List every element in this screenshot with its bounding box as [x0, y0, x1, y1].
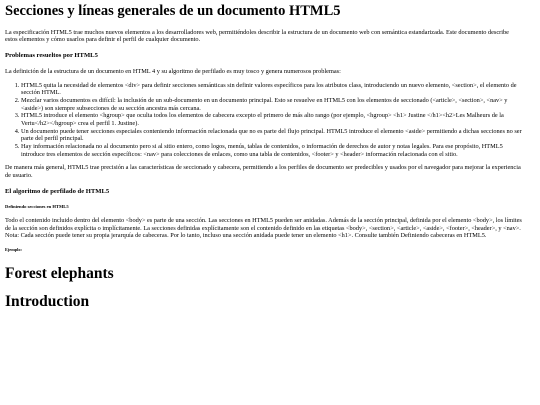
list-item: 5. Hay información relacionada no al documento pero si al sitio entero, como logos, menús, tablas de contenidos, o información de derechos de autor y notas legales. Para ese propósito, HTML5 introduce tres elementos de sección específicos: <nav> para colecciones de enlaces, como una tabla de contenidos, <footer> y <header> información relacionada con el sitio.: [21, 143, 523, 158]
intro-paragraph: La especificación HTML5 trae muchos nuevos elementos a los desarrolladores web, permitiéndoles describir la estructura de un documento web con semántica estandarizada. Este documento describe estos elementos y cómo usarlos para definir el perfil de cualquier documento.: [5, 28, 509, 44]
summary-paragraph: De manera más general, HTML5 trae precisión a las características de seccionado y cabecera, permitiendo a los perfiles de documento ser predecibles y usados por el navegador para mejorar la experiencia de usuario.: [5, 164, 521, 179]
problems-intro-paragraph: La definición de la estructura de un documento en HTML 4 y su algoritmo de perfilado es muy tosco y genera numerosos problemas:: [5, 67, 341, 75]
problems-heading: Problemas resueltos por HTML5: [5, 52, 98, 60]
list-item: 4. Un documento puede tener secciones especiales conteniendo información relacionada que no es parte del flujo principal. HTML5 introduce el elemento <aside> permitiendo a dichas secciones no ser parte del perfil principal.: [21, 128, 523, 143]
example-heading-introduction: Introduction: [5, 293, 90, 311]
list-item: 2. Mezclar varios documentos es difícil: la inclusión de un sub-documento en un documento principal. Esto se resuelve en HTML5 con los elementos de seccionado (<article>, <section>, <nav> y <aside>) son siempre subsecciones de su sección ancestra más cercana.: [21, 97, 523, 112]
page-title: Secciones y líneas generales de un documento HTML5: [5, 3, 341, 19]
algorithm-heading: El algoritmo de perfilado de HTML5: [5, 187, 110, 195]
list-item: 3. HTML5 introduce el elemento <hgroup> que oculta todos los elementos de cabecera excepto el primero de más alto rango (por ejemplo, <hgroup> <h1> Justine </h1><h2>Les Malheurs de la Vertu</h2></hgroup> crea el perfil 1. Justine).: [21, 112, 523, 127]
example-label: Ejemplo:: [5, 247, 22, 253]
problems-list: [5, 82, 523, 159]
defining-sections-paragraph: Todo el contenido incluido dentro del elemento <body> es parte de una sección. Las secciones en HTML5 pueden ser anidadas. Además de la sección principal, definida por el elemento <body>, los límites de la sección son definidos explícita o implícitamente. La secciones definidas explícitamente son el contenido definido en las etiquetas <body>, <section>, <article>, <aside>, <footer>, <header>, y <nav>. Nota: Cada sección puede tener su propia jerarquía de cabeceras. Por lo tanto, incluso una sección anidada puede tener un elemento <h1>. Consulte también Definiendo cabeceras en HTML5.: [5, 217, 522, 240]
defining-sections-heading: Definiendo secciones en HTML5: [5, 203, 69, 209]
example-heading-forest-elephants: Forest elephants: [5, 265, 114, 283]
list-item: 1. HTML5 quita la necesidad de elementos <div> para definir secciones semánticas sin definir valores específicos para los atributos class, introduciendo un nuevo elemento, <section>, el elemento de sección HTML.: [21, 82, 523, 97]
